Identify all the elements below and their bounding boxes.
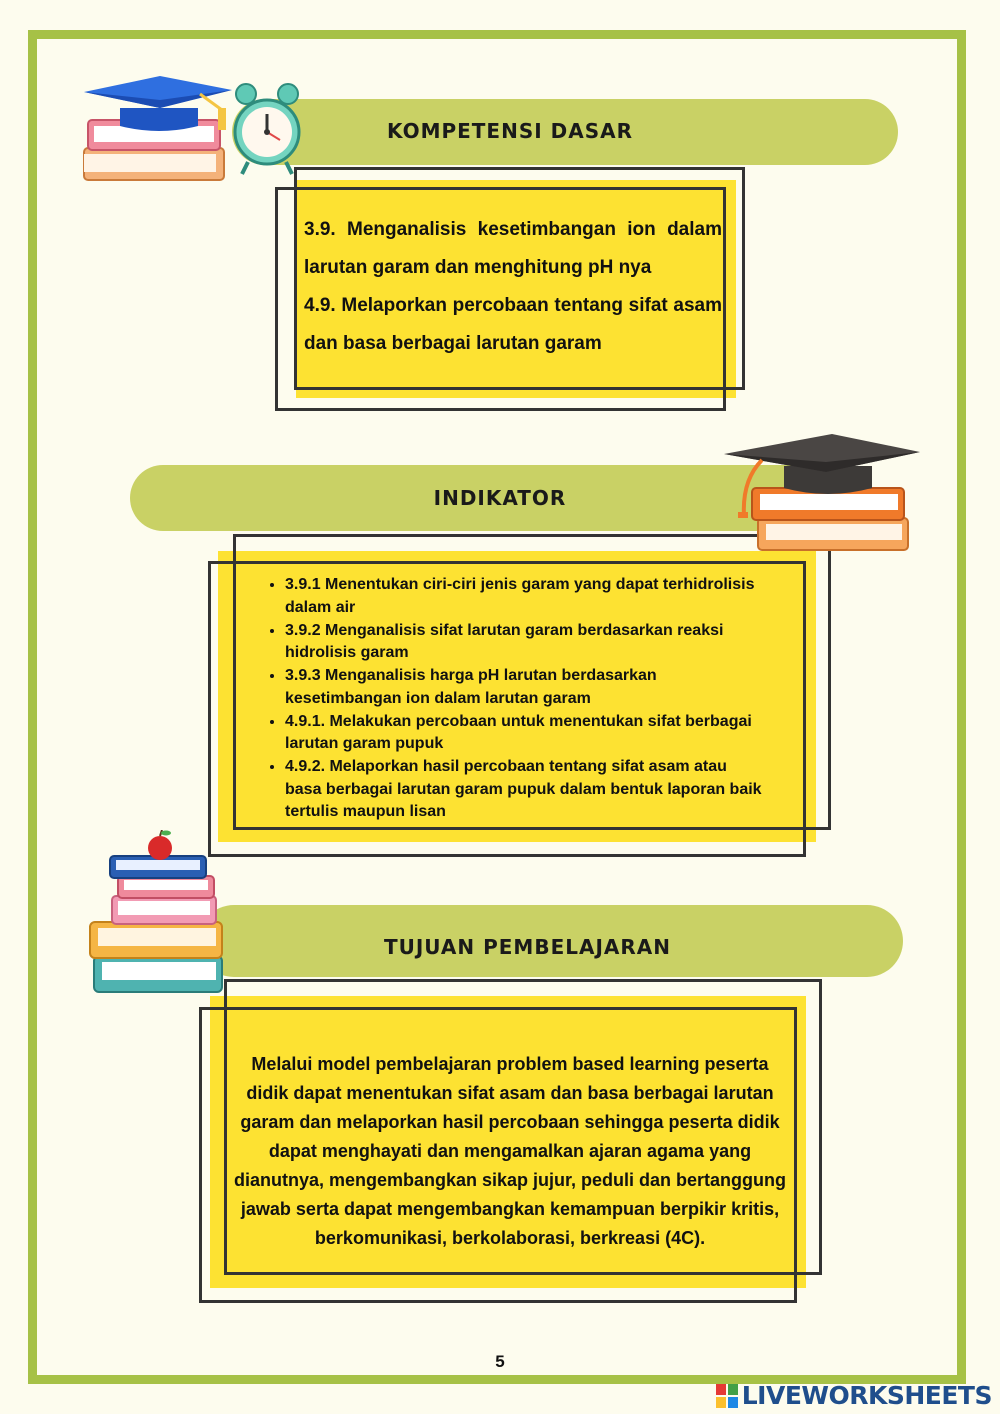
indikator-item-3: • 3.9.3 Menganalisis harga pH larutan berdasarkan kesetimbangan ion dalam larutan garam <box>285 665 765 710</box>
page-number: 5 <box>495 1352 505 1371</box>
liveworksheets-logo-icon <box>716 1384 738 1408</box>
graduation-cap-books-icon <box>80 70 235 185</box>
watermark-text: LIVEWORKSHEETS <box>741 1381 992 1410</box>
kompetensi-content <box>304 211 722 363</box>
indikator-item-1: • 3.9.1 Menentukan ciri-ciri jenis garam yang dapat terhidrolisis dalam air <box>285 574 765 619</box>
indikator-item-2: • 3.9.2 Menganalisis sifat larutan garam berdasarkan reaksi hidrolisis garam <box>285 620 765 665</box>
indikator-title: INDIKATOR <box>433 486 567 510</box>
books-apple-icon <box>88 830 228 998</box>
tujuan-content: Melalui model pembelajaran problem based learning peserta didik dapat menentukan sifat asam dan basa berbagai larutan garam dan melaporkan hasil percobaan sehingga peserta didik dapat menghayati dan mengamalkan ajaran agama yang dianutnya, mengembangkan sikap jujur, peduli dan bertanggung jawab serta dapat mengembangkan kemampuan berpikir kritis, berkomunikasi, berkolaborasi, berkreasi (4C). <box>233 1054 787 1248</box>
kompetensi-title: KOMPETENSI DASAR <box>386 119 634 143</box>
indikator-list <box>265 574 765 824</box>
liveworksheets-watermark[interactable] <box>716 1381 992 1410</box>
kompetensi-item-1: 3.9. Menganalisis kesetimbangan ion dalam larutan garam dan menghitung pH nya <box>304 219 722 278</box>
indikator-item-5: • 4.9.2. Melaporkan hasil percobaan tentang sifat asam atau basa berbagai larutan garam pupuk dalam bentuk laporan baik tertulis maupun lisan <box>285 756 765 824</box>
kompetensi-item-2: 4.9. Melaporkan percobaan tentang sifat asam dan basa berbagai larutan garam <box>304 295 722 354</box>
alarm-clock-icon <box>232 82 302 178</box>
graduation-cap-books-icon-2 <box>722 430 922 555</box>
indikator-item-4: • 4.9.1. Melakukan percobaan untuk menentukan sifat berbagai larutan garam pupuk <box>285 711 765 756</box>
tujuan-title: TUJUAN PEMBELAJARAN <box>383 935 672 959</box>
